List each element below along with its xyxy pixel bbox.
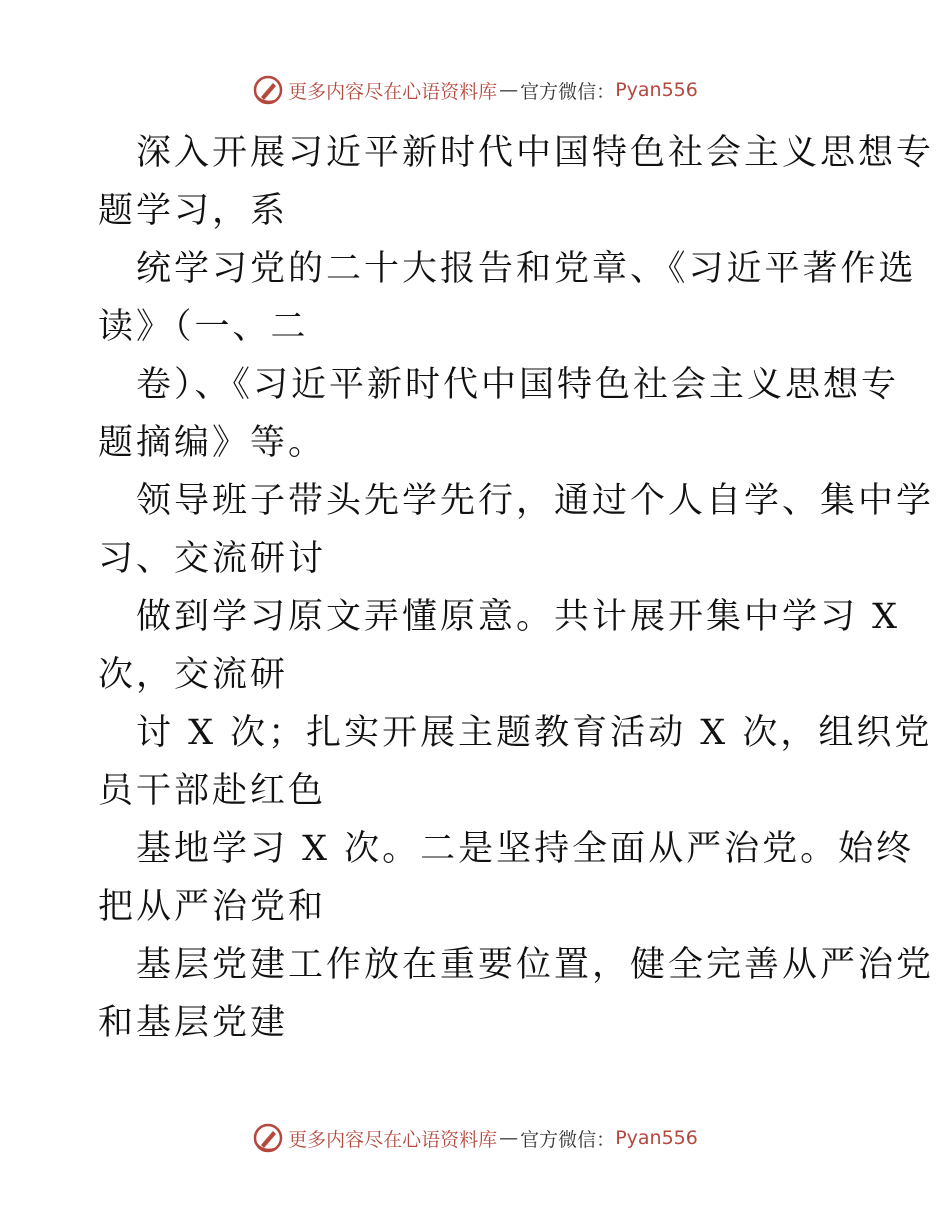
line-second: 员干部赴红色 bbox=[98, 771, 327, 811]
footer-banner bbox=[0, 1118, 950, 1158]
line-first: 做到学习原文弄懂原意。共计展开集中学习 X bbox=[136, 597, 901, 637]
banner-wechat-label: 官方微信： bbox=[520, 1128, 616, 1151]
paragraph bbox=[98, 240, 917, 356]
line-first: 领导班子带头先学先行，通过个人自学、集中学 bbox=[136, 481, 935, 521]
header-banner bbox=[0, 70, 950, 110]
paragraph bbox=[98, 356, 900, 472]
line-second: 次，交流研 bbox=[98, 655, 289, 695]
line-first: 卷）、《习近平新时代中国特色社会主义思想专 bbox=[136, 365, 900, 405]
paragraph bbox=[98, 936, 935, 1052]
paragraph bbox=[98, 820, 915, 936]
line-second: 习、交流研讨 bbox=[98, 539, 327, 579]
line-first: 统学习党的二十大报告和党章、《习近平著作选 bbox=[136, 249, 917, 289]
line-first: 讨 X 次；扎实开展主题教育活动 X 次，组织党 bbox=[136, 713, 933, 753]
paragraph bbox=[98, 704, 933, 820]
pen-circle-logo-icon bbox=[252, 1122, 284, 1154]
banner-handle: Pyan556 bbox=[615, 79, 698, 101]
paragraph bbox=[98, 124, 935, 240]
paragraph bbox=[98, 588, 901, 704]
line-second: 题摘编》等。 bbox=[98, 423, 327, 463]
line-second: 读》（一、二 bbox=[98, 307, 309, 347]
document-body bbox=[98, 124, 935, 1052]
banner-handle: Pyan556 bbox=[615, 1127, 698, 1149]
line-first: 基地学习 X 次。二是坚持全面从严治党。始终 bbox=[136, 829, 915, 869]
banner-separator: — bbox=[499, 1127, 519, 1149]
line-second: 题学习，系 bbox=[98, 191, 289, 231]
line-second: 把从严治党和 bbox=[98, 887, 327, 927]
line-first: 深入开展习近平新时代中国特色社会主义思想专 bbox=[136, 133, 935, 173]
banner-separator: — bbox=[499, 79, 519, 101]
line-first: 基层党建工作放在重要位置，健全完善从严治党 bbox=[136, 945, 935, 985]
banner-wechat-label: 官方微信： bbox=[520, 80, 616, 103]
line-second: 和基层党建 bbox=[98, 1003, 289, 1043]
banner-text: 更多内容尽在心语资料库 bbox=[288, 80, 498, 103]
pen-circle-logo-icon bbox=[252, 74, 284, 106]
banner-text: 更多内容尽在心语资料库 bbox=[288, 1128, 498, 1151]
paragraph bbox=[98, 472, 935, 588]
